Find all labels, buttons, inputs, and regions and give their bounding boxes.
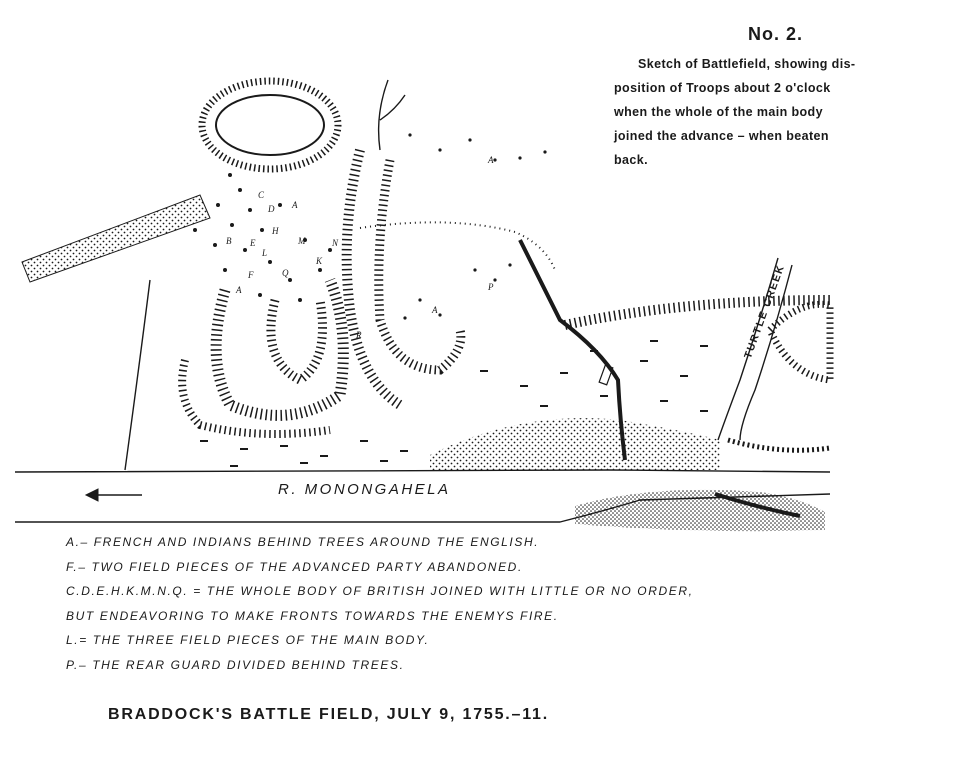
- troop-marker: A: [488, 155, 494, 165]
- caption-line: Sketch of Battlefield, showing dis-: [638, 57, 856, 71]
- plate-title: BRADDOCK'S BATTLE FIELD, JULY 9, 1755.–11.: [108, 706, 549, 723]
- troop-marker: A: [236, 285, 242, 295]
- legend-line: C.D.E.H.K.M.N.Q. = THE WHOLE BODY OF BRITISH JOINED WITH LITTLE OR NO ORDER,: [66, 584, 694, 598]
- creek-label: TURTLE CREEK: [742, 262, 788, 361]
- road: [22, 195, 210, 282]
- plate-number: No. 2.: [748, 24, 804, 44]
- troop-marker: N: [332, 238, 339, 248]
- troop-marker: E: [250, 238, 256, 248]
- legend-line: L.= THE THREE FIELD PIECES OF THE MAIN BODY.: [66, 633, 430, 647]
- troop-marker: R: [356, 330, 362, 340]
- legend-line: P.– THE REAR GUARD DIVIDED BEHIND TREES.: [66, 657, 405, 672]
- field-boundary: [125, 280, 150, 470]
- caption-line: when the whole of the main body: [614, 105, 823, 119]
- sand-bar: [575, 490, 825, 531]
- troop-marker: M: [298, 236, 306, 246]
- troop-marker: C: [258, 190, 265, 200]
- trail: [360, 222, 555, 270]
- troop-marker: P: [488, 282, 494, 292]
- troop-marker: L: [262, 248, 268, 258]
- caption-line: back.: [614, 153, 648, 167]
- ravines: [182, 150, 830, 434]
- caption-line: position of Troops about 2 o'clock: [614, 81, 831, 95]
- troop-marker: A: [292, 200, 298, 210]
- map-legend: [66, 530, 786, 677]
- hill-top: [202, 81, 338, 169]
- caption-line: joined the advance – when beaten: [614, 129, 829, 143]
- troop-marker: Q: [282, 268, 289, 278]
- troop-marker: F: [248, 270, 254, 280]
- troop-marker: A: [432, 305, 438, 315]
- troop-marker: K: [316, 256, 323, 266]
- legend-line: BUT ENDEAVORING TO MAKE FRONTS TOWARDS THE ENEMYS FIRE.: [66, 608, 559, 623]
- legend-line: A.– FRENCH AND INDIANS BEHIND TREES AROUND THE ENGLISH.: [66, 535, 540, 549]
- river-label: R. MONONGAHELA: [278, 481, 451, 498]
- troop-marks: [193, 133, 708, 467]
- river-monongahela: [15, 470, 830, 531]
- stream: [379, 80, 405, 150]
- troop-marker: B: [226, 236, 232, 246]
- troop-marker: H: [272, 226, 279, 236]
- legend-line: F.– TWO FIELD PIECES OF THE ADVANCED PARTY ABANDONED.: [66, 559, 523, 574]
- arrow-left-icon: [86, 489, 142, 501]
- troop-marker: D: [268, 204, 275, 214]
- shore-flat: [430, 418, 720, 470]
